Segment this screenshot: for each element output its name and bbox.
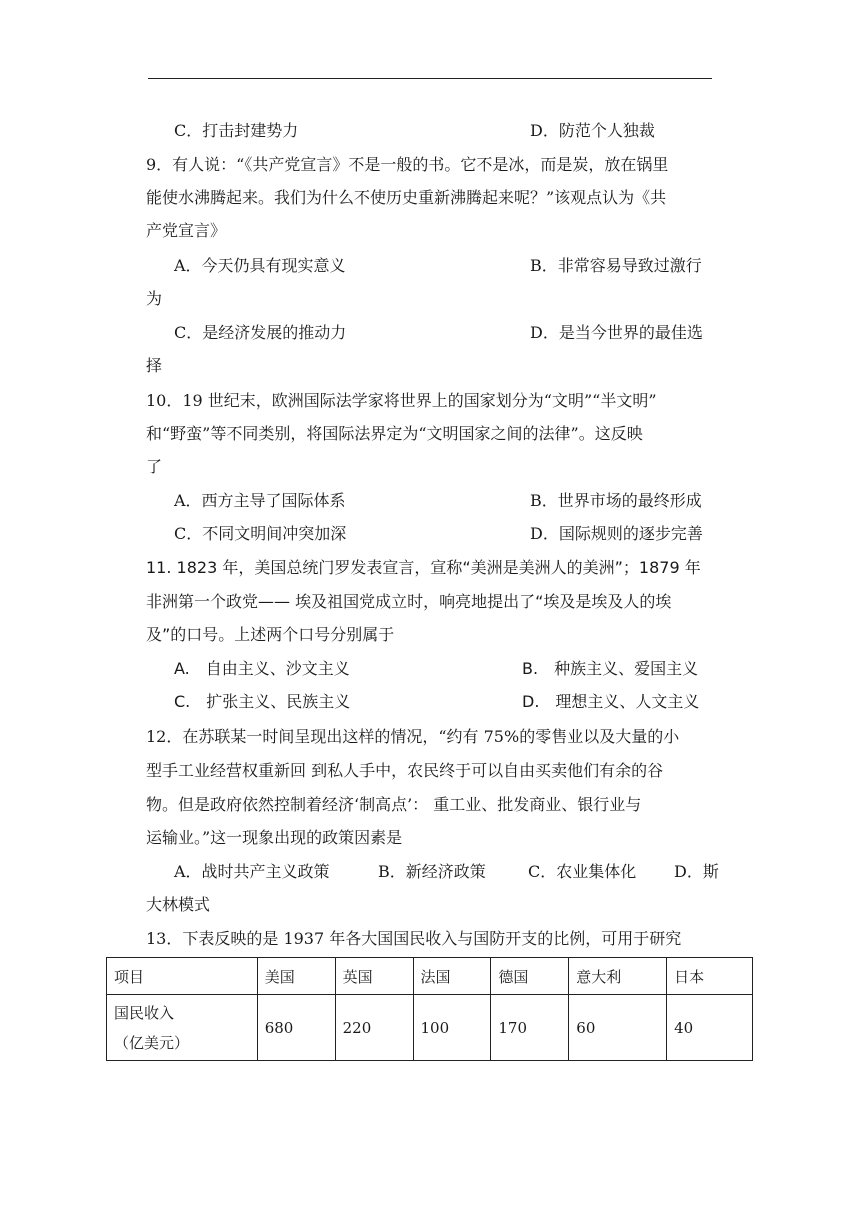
table-cell: 100 bbox=[413, 995, 491, 1061]
q12-stem-line-3: 物。但是政府依然控制着经济‘制高点’： 重工业、批发商业、银行业与 bbox=[146, 795, 642, 814]
q12-stem-line-2: 型手工业经营权重新回 到私人手中，农民终于可以自由买卖他们有余的谷 bbox=[146, 761, 664, 780]
table-header-cell: 意大利 bbox=[569, 958, 667, 995]
q12-option-d: D．斯 bbox=[674, 862, 719, 881]
q9-option-d: D．是当今世界的最佳选 bbox=[530, 323, 703, 342]
table-cell: 220 bbox=[335, 995, 413, 1061]
q10-stem-line-2: 和“野蛮”等不同类别，将国际法界定为“文明国家之间的法律”。这反映 bbox=[146, 424, 643, 443]
income-table bbox=[106, 957, 753, 1061]
q11-option-a: A. 自由主义、沙文主义 bbox=[174, 659, 350, 678]
table-header-cell: 德国 bbox=[491, 958, 569, 995]
table-header-row bbox=[107, 958, 753, 995]
table-cell: 40 bbox=[667, 995, 753, 1061]
q9-option-b: B．非常容易导致过激行 bbox=[530, 256, 702, 275]
q13-stem-line-1: 13．下表反映的是 1937 年各大国国民收入与国防开支的比例，可用于研究 bbox=[146, 929, 682, 948]
header-rule bbox=[148, 78, 712, 79]
q9-stem-line-1: 9．有人说：“《共产党宣言》不是一般的书。它不是冰，而是炭，放在锅里 bbox=[146, 155, 669, 174]
q11-option-c: C. 扩张主义、民族主义 bbox=[174, 692, 351, 711]
table-header-cell: 英国 bbox=[335, 958, 413, 995]
q11-option-d: D. 理想主义、人文主义 bbox=[522, 692, 700, 711]
q9-option-b-wrap: 为 bbox=[146, 289, 163, 308]
q12-option-a: A．战时共产主义政策 bbox=[174, 862, 330, 881]
table-header-cell: 项目 bbox=[107, 958, 258, 995]
table-header-cell: 法国 bbox=[413, 958, 491, 995]
q12-option-b: B．新经济政策 bbox=[378, 862, 486, 881]
q8-option-d: D．防范个人独裁 bbox=[530, 121, 655, 140]
q10-option-d: D．国际规则的逐步完善 bbox=[530, 524, 703, 543]
table-row-label bbox=[107, 995, 258, 1061]
q12-option-c: C．农业集体化 bbox=[528, 862, 637, 881]
q11-stem-line-2: 非洲第一个政党—— 埃及祖国党成立时，响亮地提出了“埃及是埃及人的埃 bbox=[146, 592, 672, 611]
q12-option-d-wrap: 大林模式 bbox=[146, 895, 211, 914]
table-row bbox=[107, 995, 753, 1061]
q11-option-b: B. 种族主义、爱国主义 bbox=[522, 659, 699, 678]
q10-option-b: B．世界市场的最终形成 bbox=[530, 491, 702, 510]
table-cell: 680 bbox=[257, 995, 335, 1061]
q10-stem-line-1: 10．19 世纪末，欧洲国际法学家将世界上的国家划分为“文明”“半文明” bbox=[146, 391, 657, 410]
q12-stem-line-4: 运输业。”这一现象出现的政策因素是 bbox=[146, 828, 403, 847]
q9-option-c: C．是经济发展的推动力 bbox=[174, 323, 347, 342]
table-header-cell: 日本 bbox=[667, 958, 753, 995]
q12-stem-line-1: 12．在苏联某一时间呈现出这样的情况，“约有 75%的零售业以及大量的小 bbox=[146, 727, 680, 746]
table-cell: 170 bbox=[491, 995, 569, 1061]
q9-stem-line-3: 产党宣言》 bbox=[146, 221, 227, 240]
table-header-cell: 美国 bbox=[257, 958, 335, 995]
row-label-line-1: 国民收入 bbox=[114, 1003, 175, 1022]
q11-stem-line-3: 及”的口号。上述两个口号分别属于 bbox=[146, 625, 395, 644]
q11-stem-line-1: 11. 1823 年，美国总统门罗发表宣言，宣称“美洲是美洲人的美洲”；1879 年 bbox=[146, 558, 701, 577]
q10-stem-line-3: 了 bbox=[146, 457, 163, 476]
q9-option-a: A．今天仍具有现实意义 bbox=[174, 256, 346, 275]
q9-stem-line-2: 能使水沸腾起来。我们为什么不使历史重新沸腾起来呢？”该观点认为《共 bbox=[146, 188, 667, 207]
q10-option-c: C．不同文明间冲突加深 bbox=[174, 524, 347, 543]
q10-option-a: A．西方主导了国际体系 bbox=[174, 491, 346, 510]
row-label-line-2: （亿美元） bbox=[114, 1033, 190, 1052]
q8-option-c: C．打击封建势力 bbox=[174, 121, 299, 140]
q9-option-d-wrap: 择 bbox=[146, 356, 163, 375]
table-cell: 60 bbox=[569, 995, 667, 1061]
